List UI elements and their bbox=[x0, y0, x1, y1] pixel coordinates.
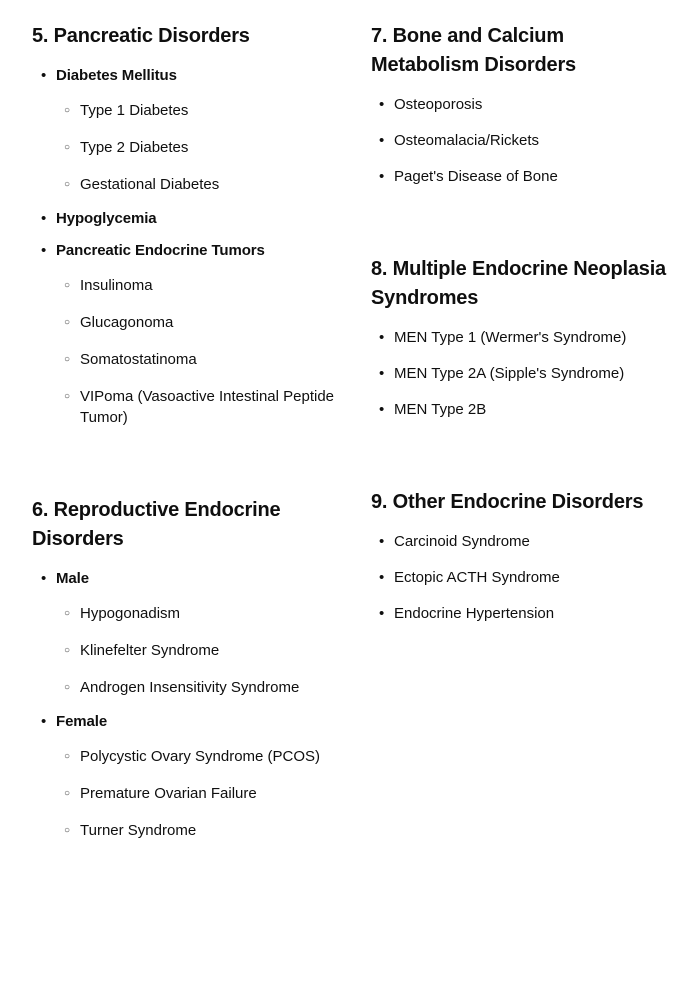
outline-list-level1 bbox=[371, 524, 672, 632]
sublist-item[interactable] bbox=[64, 669, 338, 706]
bullet-solid-icon: • bbox=[41, 713, 47, 730]
bullet-solid-icon: • bbox=[379, 605, 385, 622]
list-item[interactable] bbox=[41, 235, 338, 267]
bullet-hollow-icon: ○ bbox=[64, 682, 71, 693]
list-item[interactable] bbox=[379, 560, 672, 596]
list-item-label: Pancreatic Endocrine Tumors bbox=[56, 242, 265, 259]
sublist-item-label: Turner Syndrome bbox=[80, 822, 197, 839]
outline-list-level1 bbox=[32, 563, 338, 849]
bullet-solid-icon: • bbox=[379, 168, 385, 185]
bullet-solid-icon: • bbox=[41, 67, 47, 84]
sublist-item-label: Klinefelter Syndrome bbox=[80, 642, 220, 659]
sublist-container bbox=[41, 738, 338, 849]
section-heading: 8. Multiple Endocrine Neoplasia Syndromes bbox=[371, 258, 666, 309]
outline-list-level1 bbox=[32, 60, 338, 436]
bullet-solid-icon: • bbox=[379, 569, 385, 586]
list-item[interactable] bbox=[379, 596, 672, 632]
list-item[interactable] bbox=[379, 392, 672, 428]
bullet-hollow-icon: ○ bbox=[64, 391, 71, 402]
list-item-label: Female bbox=[56, 713, 108, 730]
outline-list-level1 bbox=[371, 320, 672, 428]
list-item-label: Carcinoid Syndrome bbox=[394, 533, 530, 550]
bullet-solid-icon: • bbox=[379, 96, 385, 113]
sublist-item[interactable] bbox=[64, 129, 338, 166]
bullet-solid-icon: • bbox=[41, 242, 47, 259]
outline-section bbox=[371, 22, 672, 195]
sublist-item-label: Type 1 Diabetes bbox=[80, 102, 189, 119]
sublist-item[interactable] bbox=[64, 378, 338, 436]
sublist-item[interactable] bbox=[64, 267, 338, 304]
outline-list-level1 bbox=[371, 87, 672, 195]
list-item[interactable] bbox=[379, 159, 672, 195]
sublist-item[interactable] bbox=[64, 166, 338, 203]
bullet-hollow-icon: ○ bbox=[64, 608, 71, 619]
sublist-item-label: Androgen Insensitivity Syndrome bbox=[80, 679, 300, 696]
outline-section bbox=[371, 488, 672, 632]
sublist-item-label: Type 2 Diabetes bbox=[80, 139, 189, 156]
list-item-label: MEN Type 2A (Sipple's Syndrome) bbox=[394, 365, 625, 382]
outline-section bbox=[32, 22, 338, 436]
sublist-item-label: Polycystic Ovary Syndrome (PCOS) bbox=[80, 748, 321, 765]
sublist-item-label: Glucagonoma bbox=[80, 314, 174, 331]
list-item-label: Diabetes Mellitus bbox=[56, 67, 177, 84]
section-heading: 5. Pancreatic Disorders bbox=[32, 25, 250, 47]
sublist-item-label: VIPoma (Vasoactive Intestinal Peptide Tumor) bbox=[80, 388, 335, 426]
right-column bbox=[346, 22, 676, 632]
list-item[interactable] bbox=[379, 524, 672, 560]
list-item[interactable] bbox=[379, 356, 672, 392]
section-heading: 9. Other Endocrine Disorders bbox=[371, 491, 644, 513]
outline-section bbox=[371, 255, 672, 428]
bullet-solid-icon: • bbox=[41, 210, 47, 227]
bullet-hollow-icon: ○ bbox=[64, 317, 71, 328]
bullet-solid-icon: • bbox=[379, 401, 385, 418]
section-heading: 6. Reproductive Endocrine Disorders bbox=[32, 499, 281, 550]
outline-list-level2 bbox=[41, 92, 338, 203]
sublist-item[interactable] bbox=[64, 341, 338, 378]
sublist-item-label: Gestational Diabetes bbox=[80, 176, 220, 193]
outline-list-level2 bbox=[41, 595, 338, 706]
sublist-container bbox=[41, 267, 338, 436]
outline-list-level2 bbox=[41, 738, 338, 849]
bullet-solid-icon: • bbox=[379, 533, 385, 550]
sublist-item[interactable] bbox=[64, 632, 338, 669]
outline-list-level2 bbox=[41, 267, 338, 436]
bullet-hollow-icon: ○ bbox=[64, 179, 71, 190]
bullet-hollow-icon: ○ bbox=[64, 354, 71, 365]
sublist-item[interactable] bbox=[64, 812, 338, 849]
list-item-label: MEN Type 2B bbox=[394, 401, 487, 418]
bullet-solid-icon: • bbox=[379, 329, 385, 346]
list-item-label: Endocrine Hypertension bbox=[394, 605, 555, 622]
sublist-item[interactable] bbox=[64, 92, 338, 129]
sublist-item[interactable] bbox=[64, 595, 338, 632]
sublist-container bbox=[41, 595, 338, 706]
list-item-label: Male bbox=[56, 570, 89, 587]
list-item-label: Ectopic ACTH Syndrome bbox=[394, 569, 560, 586]
bullet-hollow-icon: ○ bbox=[64, 280, 71, 291]
list-item-label: Osteomalacia/Rickets bbox=[394, 132, 540, 149]
sublist-item-label: Insulinoma bbox=[80, 277, 153, 294]
bullet-hollow-icon: ○ bbox=[64, 825, 71, 836]
list-item[interactable] bbox=[41, 563, 338, 595]
bullet-hollow-icon: ○ bbox=[64, 788, 71, 799]
list-item[interactable] bbox=[379, 123, 672, 159]
sublist-item[interactable] bbox=[64, 775, 338, 812]
outline-section bbox=[32, 496, 338, 849]
bullet-solid-icon: • bbox=[379, 132, 385, 149]
sublist-item-label: Somatostatinoma bbox=[80, 351, 197, 368]
list-item[interactable] bbox=[379, 87, 672, 123]
sublist-item-label: Hypogonadism bbox=[80, 605, 181, 622]
bullet-solid-icon: • bbox=[41, 570, 47, 587]
left-column bbox=[16, 22, 346, 849]
list-item-label: Osteoporosis bbox=[394, 96, 483, 113]
list-item[interactable] bbox=[41, 60, 338, 92]
sublist-item[interactable] bbox=[64, 304, 338, 341]
section-heading: 7. Bone and Calcium Metabolism Disorders bbox=[371, 25, 576, 76]
bullet-solid-icon: • bbox=[379, 365, 385, 382]
sublist-container bbox=[41, 92, 338, 203]
bullet-hollow-icon: ○ bbox=[64, 105, 71, 116]
sublist-item[interactable] bbox=[64, 738, 338, 775]
list-item[interactable] bbox=[41, 203, 338, 235]
list-item-label: Hypoglycemia bbox=[56, 210, 157, 227]
list-item[interactable] bbox=[41, 706, 338, 738]
bullet-hollow-icon: ○ bbox=[64, 142, 71, 153]
sublist-item-label: Premature Ovarian Failure bbox=[80, 785, 257, 802]
list-item-label: Paget's Disease of Bone bbox=[394, 168, 558, 185]
list-item[interactable] bbox=[379, 320, 672, 356]
bullet-hollow-icon: ○ bbox=[64, 645, 71, 656]
list-item-label: MEN Type 1 (Wermer's Syndrome) bbox=[394, 329, 627, 346]
bullet-hollow-icon: ○ bbox=[64, 751, 71, 762]
